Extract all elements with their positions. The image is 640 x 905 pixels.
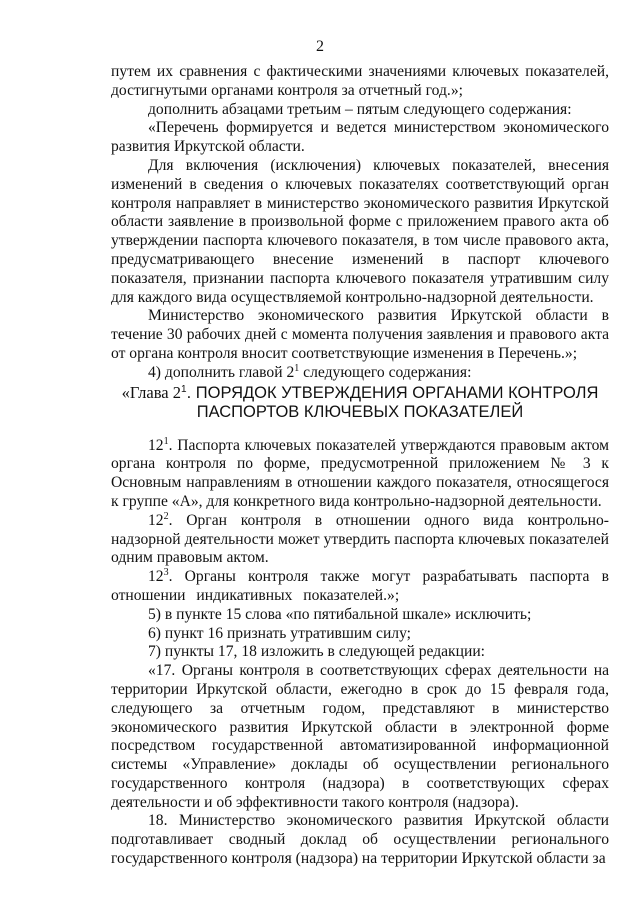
document-body xyxy=(111,63,609,869)
clause-12-2-superscript: 2 xyxy=(163,510,169,522)
clause-12-2-number: 12 xyxy=(148,511,164,529)
chapter-heading-superscript: 1 xyxy=(181,383,187,395)
paragraph-list-formation: «Перечень формируется и ведется министерством экономического развития Иркутской области. xyxy=(111,119,609,156)
amendment-item-5: 5) в пункте 15 слова «по пятибальной шкале» исключить; xyxy=(148,605,532,623)
chapter-heading-line-1 xyxy=(111,383,609,403)
chapter-heading-title: . ПОРЯДОК УТВЕРЖДЕНИЯ ОРГАНАМИ КОНТРОЛЯ xyxy=(186,383,599,402)
add-chapter-text-after: следующего содержания: xyxy=(299,363,472,381)
clause-12-3 xyxy=(111,568,609,606)
clause-12-3-text: . Органы контроля также могут разрабатывать паспорта в отношении индикативных показателей.»; xyxy=(111,568,609,604)
chapter-heading-prefix: «Глава 2 xyxy=(121,382,182,402)
paragraph-inclusion-procedure: Для включения (исключения) ключевых показателей, внесения изменений в сведения о ключевых показателях соответствующий орган контроля направляет в министерство экономического развития Иркутской области заявление в произвольной форме с приложением правого акта об утверждении паспорта ключевого показателя, в том числе правового акта, предусматривающего внесение изменений в паспорт ключевого показателя, признании паспорта ключевого показателя утратившим силу для каждого вида осуществляемой контрольно-надзорной деятельности. xyxy=(111,156,609,306)
clause-18: 18. Министерство экономического развития Иркутской области подготавливает сводный доклад об осуществлении регионального государственного контроля (надзора) на территории Иркутской области за xyxy=(111,812,609,868)
heading-spacer xyxy=(111,422,609,437)
amendment-item-7: 7) пункты 17, 18 изложить в следующей редакции: xyxy=(148,643,486,661)
clause-12-1 xyxy=(111,437,609,512)
chapter-heading-line-2: ПАСПОРТОВ КЛЮЧЕВЫХ ПОКАЗАТЕЛЕЙ xyxy=(196,402,524,421)
page-number: 2 xyxy=(316,38,324,55)
paragraph-amendment-intro: дополнить абзацами третьим – пятым следующего содержания: xyxy=(148,100,572,118)
clause-12-3-number: 12 xyxy=(148,568,164,586)
clause-12-1-number: 12 xyxy=(148,436,164,454)
paragraph-add-chapter xyxy=(111,364,609,383)
paragraph-ministry-deadline: Министерство экономического развития Иркутской области в течение 30 рабочих дней с момента получения заявления и правового акта от органа контроля вносит соответствующие изменения в Перечень.»; xyxy=(111,307,609,362)
clause-17: «17. Органы контроля в соответствующих сферах деятельности на территории Иркутской области, ежегодно в срок до 15 февраля года, следующего за отчетным годом, представляют в министерство экономического развития Иркутской области в электронной форме посредством государственной автоматизированной информационной системы «Управление» доклады об осуществлении регионального государственного контроля (надзора) в соответствующих сферах деятельности и об эффективности такого контроля (надзора). xyxy=(111,662,609,811)
clause-12-1-superscript: 1 xyxy=(163,435,169,447)
clause-12-1-text: . Паспорта ключевых показателей утверждаются правовым актом органа контроля по форме, предусмотренной приложением № 3 к Основным направлениям в отношении каждого показателя, относящегося к группе «А», для конкретного вида контрольно-надзорной деятельности. xyxy=(111,436,609,510)
paragraph-continuation: путем их сравнения с фактическими значениями ключевых показателей, достигнутыми органами контроля за отчетный год.»; xyxy=(111,63,609,99)
amendment-item-6: 6) пункт 16 признать утратившим силу; xyxy=(148,624,412,642)
add-chapter-superscript: 1 xyxy=(294,362,300,374)
clause-12-2-text: . Орган контроля в отношении одного вида контрольно-надзорной деятельности может утвердить паспорта ключевых показателей одним правовым актом. xyxy=(111,511,609,567)
clause-12-2 xyxy=(111,512,609,568)
add-chapter-text-before: 4) дополнить главой 2 xyxy=(148,363,295,381)
clause-12-3-superscript: 3 xyxy=(163,567,169,579)
